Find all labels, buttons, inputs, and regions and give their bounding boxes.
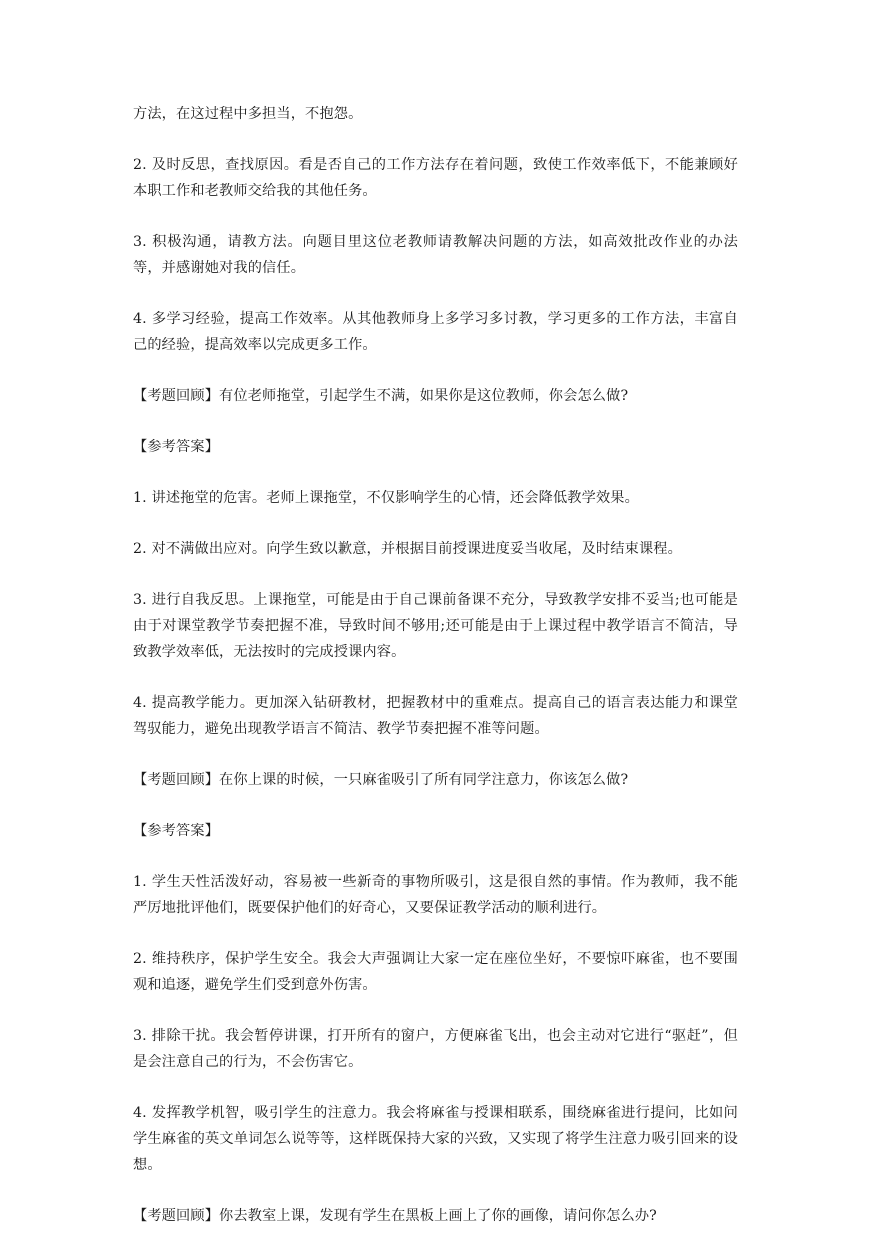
paragraph-answer-item: 4. 发挥教学机智，吸引学生的注意力。我会将麻雀与授课相联系，围绕麻雀进行提问，比如问学生麻雀的英文单词怎么说等等，这样既保持大家的兴致，又实现了将学生注意力吸引回来的设想。: [133, 1105, 738, 1173]
paragraph-answer-item: 3. 排除干扰。我会暂停讲课，打开所有的窗户，方便麻雀飞出，也会主动对它进行“驱赶”，但是会注意自己的行为，不会伤害它。: [133, 1028, 738, 1070]
paragraph-answer-item: 1. 学生天性活泼好动，容易被一些新奇的事物所吸引，这是很自然的事情。作为教师，我不能严厉地批评他们，既要保护他们的好奇心，又要保证教学活动的顺利进行。: [133, 874, 738, 916]
reference-answer-heading: 【参考答案】: [133, 823, 220, 839]
paragraph-answer-item: 4. 提高教学能力。更加深入钻研教材，把握教材中的重难点。提高自己的语言表达能力和课堂驾驭能力，避免出现教学语言不简洁、教学节奏把握不准等问题。: [133, 695, 738, 737]
paragraph-continuation: 方法，在这过程中多担当，不抱怨。: [133, 106, 363, 122]
paragraph-answer-item: 4. 多学习经验，提高工作效率。从其他教师身上多学习多讨教，学习更多的工作方法，丰富自己的经验，提高效率以完成更多工作。: [133, 311, 738, 353]
document-body: [133, 101, 738, 1254]
paragraph-answer-item: 2. 维持秩序，保护学生安全。我会大声强调让大家一定在座位坐好，不要惊吓麻雀，也不要围观和追逐，避免学生们受到意外伤害。: [133, 951, 738, 993]
paragraph-answer-item: 2. 及时反思，查找原因。看是否自己的工作方法存在着问题，致使工作效率低下，不能兼顾好本职工作和老教师交给我的其他任务。: [133, 157, 738, 199]
paragraph-answer-item: 3. 进行自我反思。上课拖堂，可能是由于自己课前备课不充分，导致教学安排不妥当;也可能是由于对课堂教学节奏把握不准，导致时间不够用;还可能是由于上课过程中教学语言不简洁，导致教学效率低，无法按时的完成授课内容。: [133, 592, 738, 660]
reference-answer-heading: 【参考答案】: [133, 439, 220, 455]
question-review: 【考题回顾】你去教室上课，发现有学生在黑板上画上了你的画像，请问你怎么办?: [133, 1208, 657, 1224]
question-review: 【考题回顾】有位老师拖堂，引起学生不满，如果你是这位教师，你会怎么做?: [133, 388, 629, 404]
paragraph-answer-item: 2. 对不满做出应对。向学生致以歉意，并根据目前授课进度妥当收尾，及时结束课程。: [133, 541, 682, 557]
question-review: 【考题回顾】在你上课的时候，一只麻雀吸引了所有同学注意力，你该怎么做?: [133, 772, 629, 788]
paragraph-answer-item: 1. 讲述拖堂的危害。老师上课拖堂，不仅影响学生的心情，还会降低教学效果。: [133, 490, 639, 506]
paragraph-answer-item: 3. 积极沟通，请教方法。向题目里这位老教师请教解决问题的方法，如高效批改作业的办法等，并感谢她对我的信任。: [133, 234, 738, 276]
